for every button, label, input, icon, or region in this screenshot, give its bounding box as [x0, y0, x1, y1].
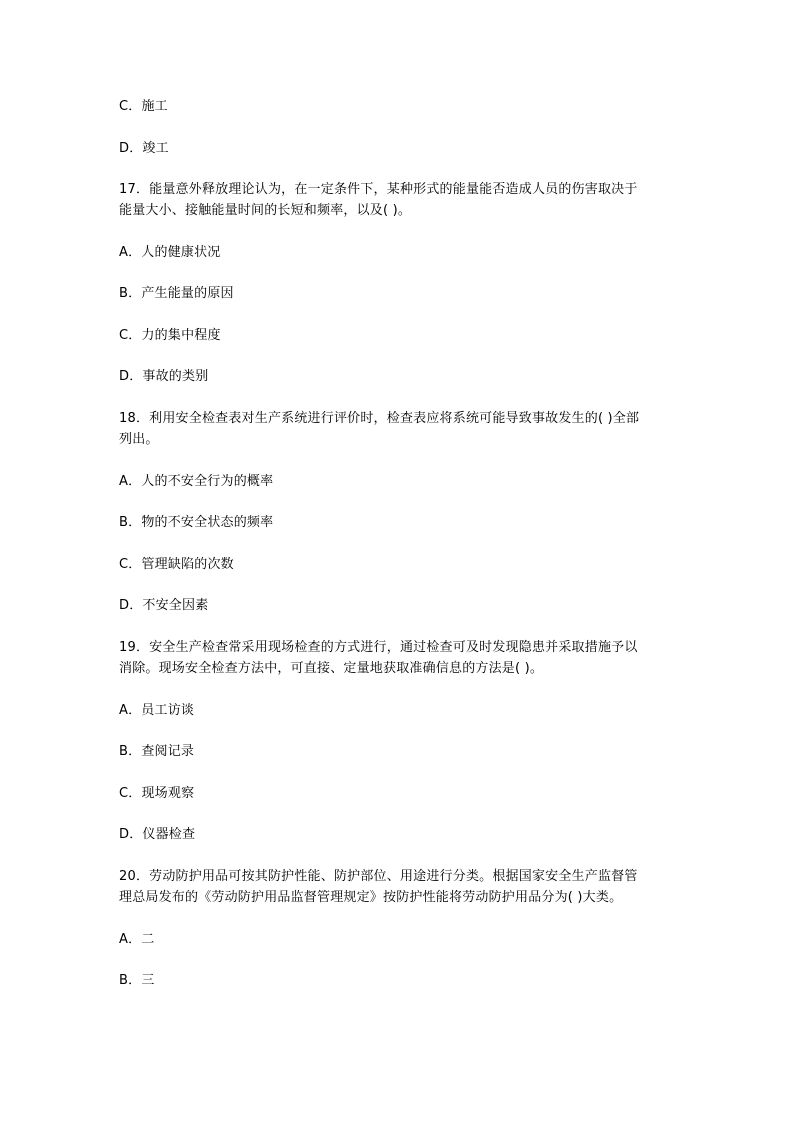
question-stem: 消除。现场安全检查方法中，可直接、定量地获取准确信息的方法是( )。 — [119, 661, 544, 676]
option-b: B．查阅记录 — [119, 744, 195, 759]
option-d: D．仪器检查 — [119, 827, 196, 842]
option-a: A．人的不安全行为的概率 — [119, 474, 274, 489]
option-b: B．产生能量的原因 — [119, 286, 234, 301]
option-d: D．不安全因素 — [119, 598, 209, 613]
option-a: A．员工访谈 — [119, 703, 195, 718]
question-stem: 20．劳动防护用品可按其防护性能、防护部位、用途进行分类。根据国家安全生产监督管 — [119, 869, 638, 884]
question-stem: 理总局发布的《劳动防护用品监督管理规定》按防护性能将劳动防护用品分为( )大类。 — [119, 890, 623, 905]
option-a: A．人的健康状况 — [119, 245, 221, 260]
option-c: C．现场观察 — [119, 786, 195, 801]
option-c: C．施工 — [119, 99, 168, 114]
question-stem: 19．安全生产检查常采用现场检查的方式进行，通过检查可及时发现隐患并采取措施予以 — [119, 640, 638, 655]
option-c: C．力的集中程度 — [119, 328, 221, 343]
question-stem: 列出。 — [119, 432, 159, 447]
question-stem: 18．利用安全检查表对生产系统进行评价时，检查表应将系统可能导致事故发生的( )全部 — [119, 411, 640, 426]
option-c: C．管理缺陷的次数 — [119, 557, 234, 572]
option-d: D．事故的类别 — [119, 369, 209, 384]
option-a: A．二 — [119, 932, 155, 947]
option-d: D．竣工 — [119, 141, 169, 156]
question-stem: 17．能量意外释放理论认为，在一定条件下，某种形式的能量能否造成人员的伤害取决于 — [119, 182, 638, 197]
option-b: B．三 — [119, 973, 155, 988]
option-b: B．物的不安全状态的频率 — [119, 515, 274, 530]
question-stem: 能量大小、接触能量时间的长短和频率，以及( )。 — [119, 203, 412, 218]
